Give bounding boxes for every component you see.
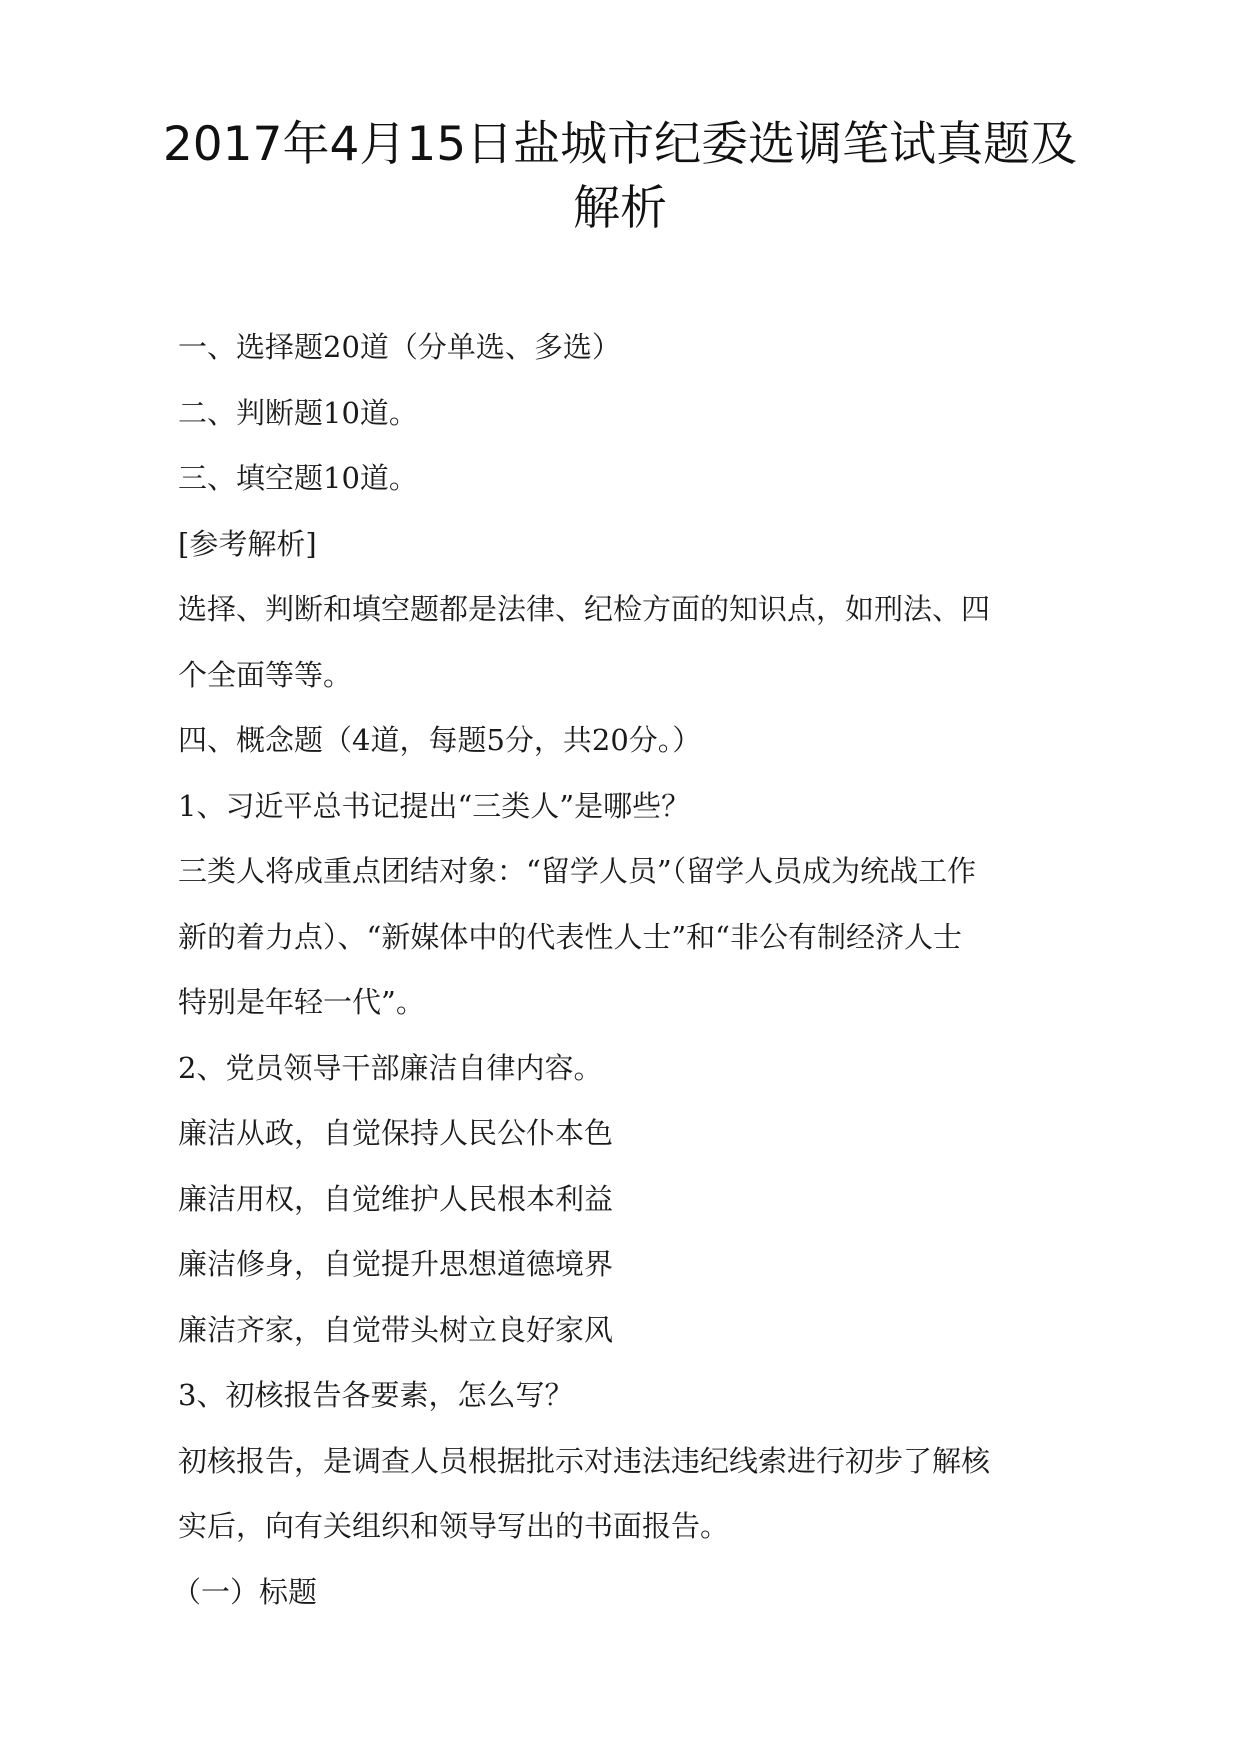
subheading-title: （一）标题 — [172, 1574, 318, 1609]
question-1: 1、习近平总书记提出“三类人”是哪些？ — [178, 788, 691, 823]
section-heading-choice: 一、选择题20道（分单选、多选） — [178, 330, 621, 364]
document-title — [140, 113, 1100, 241]
body-paragraph: 选择、判断和填空题都是法律、纪检方面的知识点，如刑法、四 — [178, 592, 991, 626]
question-2: 2、党员领导干部廉洁自律内容。 — [178, 1050, 603, 1085]
document-body — [172, 315, 1078, 1625]
list-item: 廉洁齐家，自觉带头树立良好家风 — [178, 1312, 614, 1347]
body-paragraph: 实后，向有关组织和领导写出的书面报告。 — [178, 1509, 730, 1543]
title-line: 解析 — [573, 181, 667, 236]
body-paragraph: 新的着力点）、“新媒体中的代表性人士”和“非公有制经济人士 — [178, 919, 962, 954]
body-paragraph: 个全面等等。 — [178, 657, 353, 692]
list-item: 廉洁修身，自觉提升思想道德境界 — [178, 1247, 614, 1281]
body-paragraph: 初核报告，是调查人员根据批示对违法违纪线索进行初步了解核 — [178, 1443, 991, 1478]
title-line: 2017年4月15日盐城市纪委选调笔试真题及 — [162, 117, 1078, 172]
list-item: 廉洁从政，自觉保持人民公仆本色 — [178, 1116, 614, 1150]
section-heading-judgement: 二、判断题10道。 — [178, 395, 418, 430]
body-paragraph: 三类人将成重点团结对象：“留学人员”（留学人员成为统战工作 — [178, 854, 977, 888]
body-paragraph: 特别是年轻一代”。 — [178, 985, 425, 1019]
reference-analysis-label: [参考解析] — [178, 526, 317, 561]
question-3: 3、初核报告各要素，怎么写？ — [178, 1378, 574, 1412]
section-heading-fill-blank: 三、填空题10道。 — [178, 461, 418, 495]
section-heading-concept: 四、概念题（4道，每题5分，共20分。） — [178, 723, 702, 757]
list-item: 廉洁用权，自觉维护人民根本利益 — [178, 1181, 614, 1216]
